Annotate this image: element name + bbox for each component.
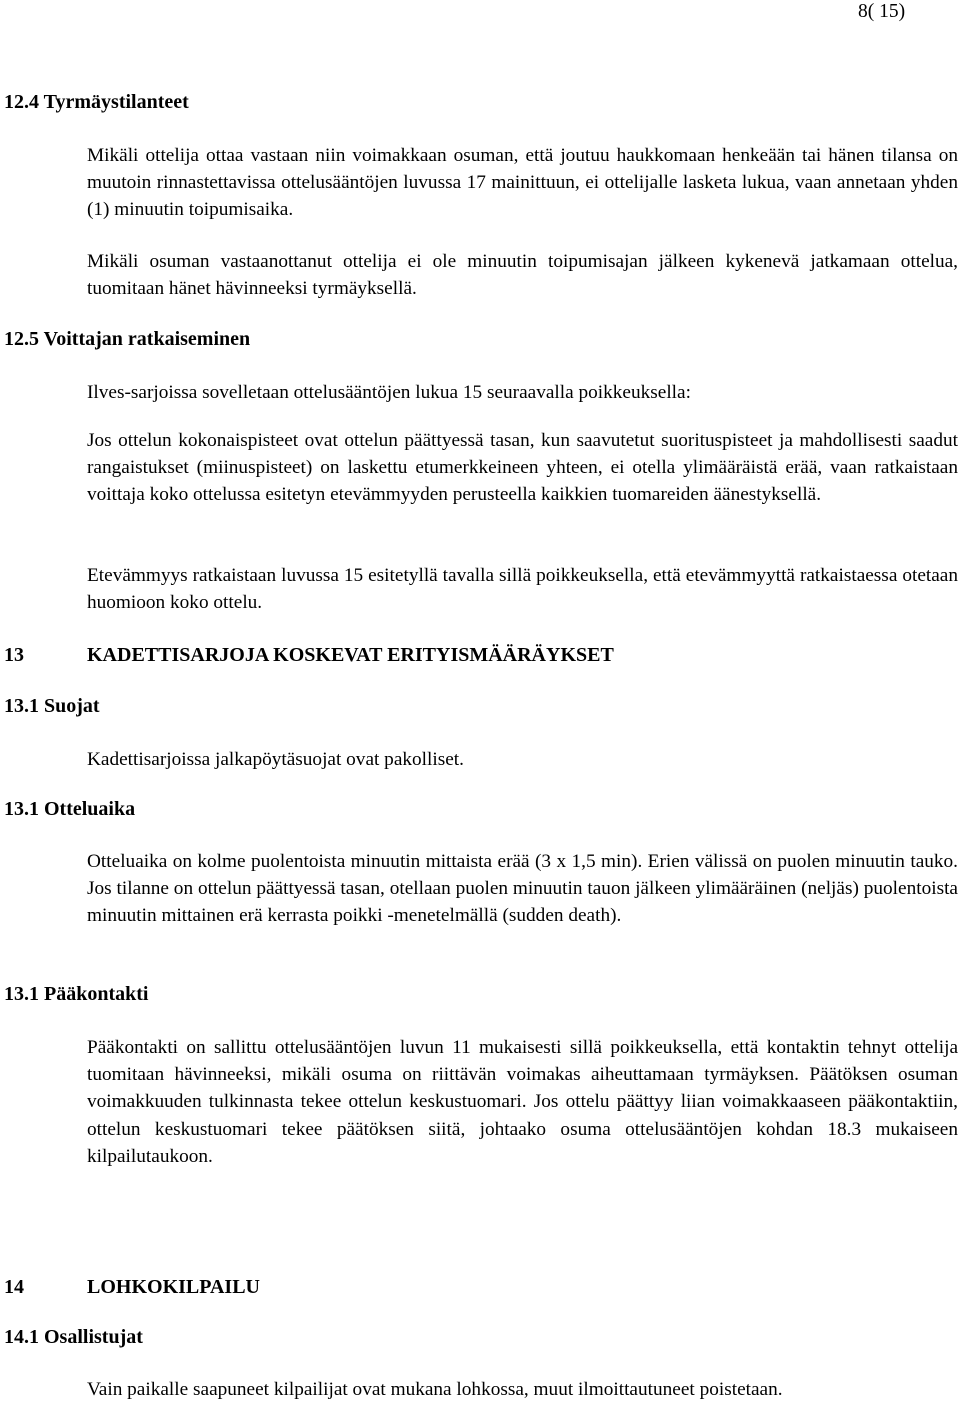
section-12-4-paragraph-1: Mikäli ottelija ottaa vastaan niin voimakkaan osuman, että joutuu haukkomaan henkeään tai hänen tilansa on muutoin rinnastettavissa ottelusääntöjen luvussa 17 mainittuun, ei ottelijalle lasketa lukua, vaan annetaan yhden (1) minuutin toipumisaika. [87, 145, 958, 221]
section-13-1-otteluaika-heading: 13.1 Otteluaika [4, 798, 136, 820]
section-12-5-paragraph-3: Etevämmyys ratkaistaan luvussa 15 esitetyllä tavalla sillä poikkeuksella, että etevämmyyttä ratkaistaessa otetaan huomioon koko ottelu. [87, 565, 958, 613]
section-13-1-suojat-paragraph: Kadettisarjoissa jalkapöytäsuojat ovat pakolliset. [87, 749, 464, 770]
section-14-number: 14 [4, 1276, 24, 1298]
section-12-4-heading: 12.4 Tyrmäystilanteet [4, 91, 189, 113]
section-13-number: 13 [4, 644, 24, 666]
section-13-1-suojat-heading: 13.1 Suojat [4, 695, 100, 717]
section-12-5-paragraph-1: Ilves-sarjoissa sovelletaan ottelusääntöjen lukua 15 seuraavalla poikkeuksella: [87, 382, 691, 403]
section-13-1-paakontakti-heading: 13.1 Pääkontakti [4, 983, 149, 1005]
section-14-heading: LOHKOKILPAILU [87, 1276, 260, 1298]
section-14-1-paragraph: Vain paikalle saapuneet kilpailijat ovat mukana lohkossa, muut ilmoittautuneet poistetaan. [87, 1379, 783, 1400]
section-13-heading: KADETTISARJOJA KOSKEVAT ERITYISMÄÄRÄYKSET [87, 644, 614, 666]
section-14-1-heading: 14.1 Osallistujat [4, 1326, 143, 1348]
section-12-5-paragraph-2: Jos ottelun kokonaispisteet ovat ottelun päättyessä tasan, kun saavutetut suorituspisteet ja mahdollisesti saadut rangaistukset (miinuspisteet) on laskettu etumerkkeineen yhteen, ei otella ylimääräistä erää, vaan ratkaistaan voittaja koko ottelussa esitetyn etevämmyyden perusteella kaikkien tuomareiden äänestyksellä. [87, 430, 958, 505]
section-13-1-paakontakti-paragraph: Pääkontakti on sallittu ottelusääntöjen luvun 11 mukaisesti sillä poikkeuksella, että kontaktin tehnyt ottelija tuomitaan hävinneeksi, mikäli osuma on riittävän voimakas aiheuttamaan tyrmäyksen. Päätöksen osuman voimakkuuden tulkinnasta tekee ottelun keskustuomari. Jos ottelu päättyy liian voimakkaaseen pääkontaktiin, ottelun keskustuomari tekee päätöksen siitä, johtaako osuma ottelusääntöjen kohdan 18.3 mukaiseen kilpailutaukoon. [87, 1037, 958, 1167]
page-number: 8( 15) [858, 1, 906, 22]
section-12-4-paragraph-2: Mikäli osuman vastaanottanut ottelija ei ole minuutin toipumisajan jälkeen kykenevä jatkamaan ottelua, tuomitaan hänet hävinneeksi tyrmäyksellä. [87, 251, 958, 300]
section-13-1-otteluaika-paragraph: Otteluaika on kolme puolentoista minuutin mittaista erää (3 x 1,5 min). Erien välissä on puolen minuutin tauko. Jos tilanne on ottelun päättyessä tasan, otellaan puolen minuutin tauon jälkeen ylimääräinen (neljäs) puolentoista minuutin mittainen erä kerrasta poikki -menetelmällä (sudden death). [87, 851, 958, 927]
section-12-5-heading: 12.5 Voittajan ratkaiseminen [4, 328, 251, 350]
